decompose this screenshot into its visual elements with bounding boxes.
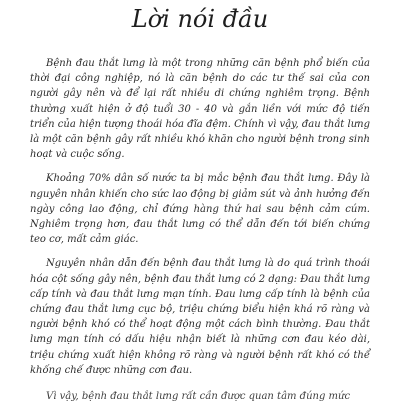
paragraph-1: Bệnh đau thắt lưng là một trong những căn bệnh phổ biến của thời đại công nghiệp, nó là căn bệnh do các tư thế sai của con người gây nên và để lại rất nhiều di chứng nghiêm trọng. Bệnh thường xuất hiện ở độ tuổi 30 - 40 và gắn liền với mức độ tiến triển của hiện tượng thoái hóa đĩa đệm. Chính vì vậy, đau thắt lưng là một căn bệnh gây rất nhiều khó khăn cho người bệnh trong sinh hoạt và cuộc sống.	[30, 58, 370, 161]
paragraph-4-cut: Vì vậy, bệnh đau thắt lưng rất cần được quan tâm đúng mức	[46, 391, 351, 402]
page-body	[30, 56, 370, 402]
page-title: Lời nói đầu	[131, 5, 269, 33]
paragraph-3: Nguyên nhân dẫn đến bệnh đau thắt lưng là do quá trình thoái hóa cột sống gây nên, bệnh đau thắt lưng có 2 dạng: Đau thắt lưng cấp tính và đau thắt lưng mạn tính. Đau lưng cấp tính là bệnh của chứng đau thắt lưng cục bộ, triệu chứng biểu hiện khá rõ ràng và người bệnh khó có thể hoạt động một cách bình thường. Đau thắt lưng mạn tính có dấu hiệu nhận biết là những cơn đau kéo dài, triệu chứng xuất hiện không rõ ràng và người bệnh rất khó có thể khống chế được những cơn đau.	[30, 258, 370, 376]
paragraph-2: Khoảng 70% dân số nước ta bị mắc bệnh đau thắt lưng. Đây là nguyên nhân khiến cho sức lao động bị giảm sút và ảnh hưởng đến ngày công lao động, chỉ đứng hàng thứ hai sau bệnh cảm cúm. Nghiêm trọng hơn, đau thắt lưng có thể dẫn đến tới biến chứng teo cơ, mất cảm giác.	[30, 173, 370, 246]
